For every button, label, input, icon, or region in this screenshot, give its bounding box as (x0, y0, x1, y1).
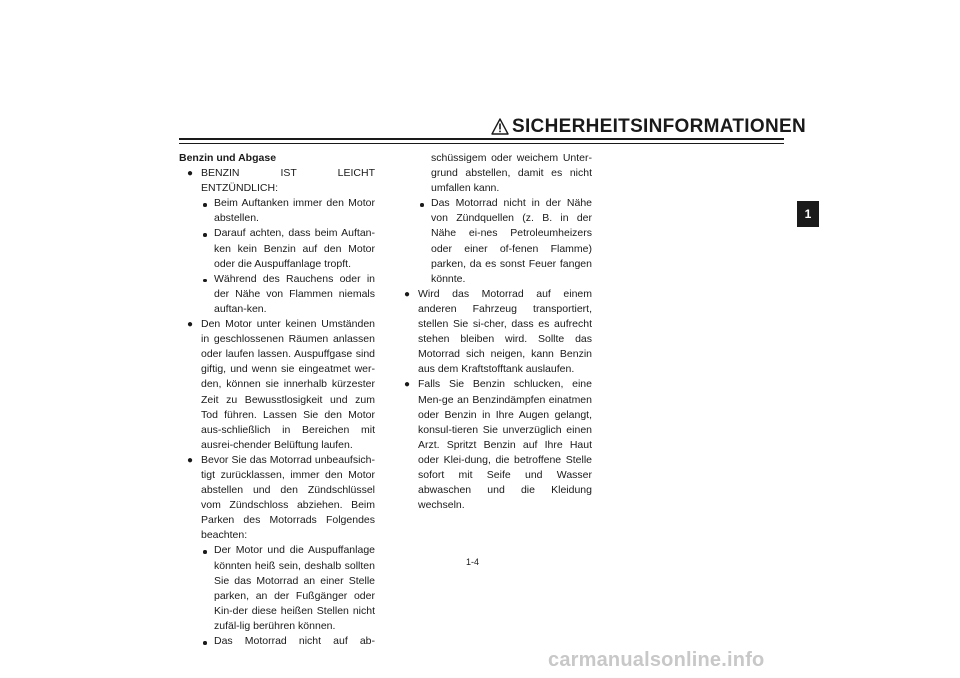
section-title: Benzin und Abgase (179, 152, 277, 164)
section-header-title: SICHERHEITSINFORMATIONEN (512, 116, 806, 137)
bullet-item: ● Bevor Sie das Motorrad unbeaufsich-tigt zurücklassen, immer den Motor abstellen und den Zündschlüssel vom Zündschloss abziehen. Beim Parken des Motorrads Folgendes beachten: (179, 453, 375, 544)
sub-bullet-item: Das Motorrad nicht in der Nähe von Zündquellen (z. B. in der Nähe ei-nes Petroleumheizers oder einer of-fenen Flamme) parken, da es sonst Feuer fangen könnte. (396, 196, 592, 287)
sub-bullet-item: Beim Auftanken immer den Motor abstellen. (179, 196, 375, 226)
header-rule (179, 138, 784, 140)
warning-triangle-icon (491, 118, 509, 135)
continued-text: schüssigem oder weichem Unter-grund abstellen, damit es nicht umfallen kann. (431, 152, 592, 195)
bullet-item: ● Wird das Motorrad auf einem anderen Fahrzeug transportiert, stellen Sie si-cher, dass es aufrecht stehen bleiben wird. Sollte das Motorrad sich neigen, kann Benzin aus dem Kraftstofftank auslaufen. (396, 287, 592, 378)
bullet-item: ● Falls Sie Benzin schlucken, eine Men-ge an Benzindämpfen einatmen oder Benzin in Ihre Augen gelangt, konsul-tieren Sie unverzüglich einen Arzt. Spritzt Benzin auf Ihre Haut oder Klei-dung, die betroffene Stelle sofort mit Seife und Wasser abwaschen und die Kleidung wechseln. (396, 377, 592, 513)
sub-bullet-item: Der Motor und die Auspuffanlage könnten heiß sein, deshalb sollten Sie das Motorrad an einer Stelle parken, an der Fußgänger oder Kin-der diese heißen Stellen nicht zufäl-lig berühren können. (179, 543, 375, 634)
header-rule-thin (179, 143, 784, 144)
right-column (396, 151, 592, 513)
sub-bullet-item: Während des Rauchens oder in der Nähe von Flammen niemals auftan-ken. (179, 272, 375, 317)
sub-bullet-item: Das Motorrad nicht auf ab- (179, 634, 375, 649)
bullet-item: ● BENZIN IST LEICHT ENTZÜNDLICH: (179, 166, 375, 196)
watermark: carmanualsonline.info (548, 649, 765, 671)
sub-bullet-item: Darauf achten, dass beim Auftan-ken kein Benzin auf den Motor oder die Auspuffanlage tropft. (179, 226, 375, 271)
chapter-tab: 1 (797, 201, 819, 227)
left-column (179, 151, 375, 649)
page-number: 1-4 (466, 557, 480, 567)
bullet-item: ● Den Motor unter keinen Umständen in geschlossenen Räumen anlassen oder laufen lassen. Auspuffgase sind giftig, und wenn sie eingeatmet wer-den, können sie innerhalb kürzester Zeit zu Bewusstlosigkeit und zum Tod führen. Lassen Sie den Motor aus-schließlich in Bereichen mit ausrei-chender Belüftung laufen. (179, 317, 375, 453)
